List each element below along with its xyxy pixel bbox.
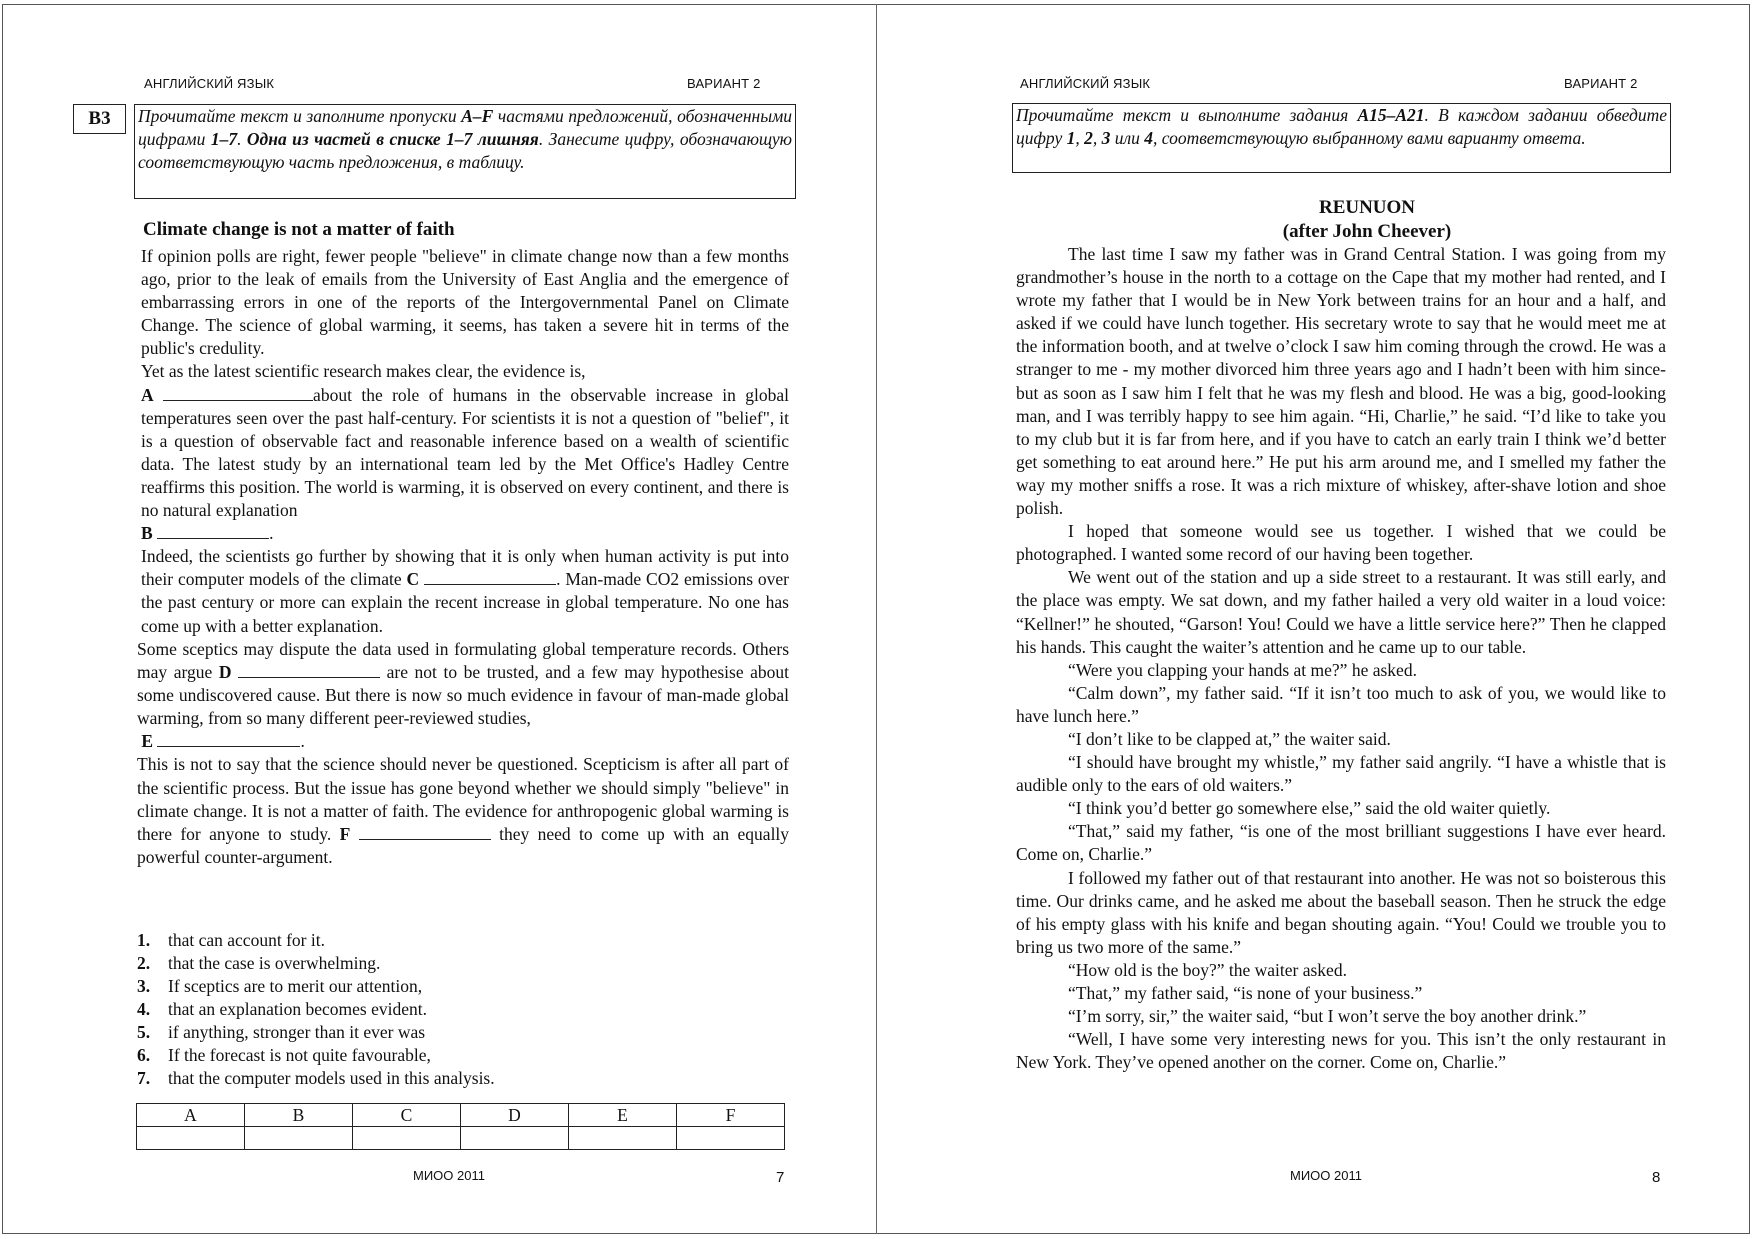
option-item: 3. If sceptics are to merit our attention, <box>137 976 423 996</box>
gap-d-label: D <box>218 662 232 683</box>
story-title: REUNUON <box>1318 197 1416 218</box>
task-instruction: Прочитайте текст и заполните пропуски A–F частями предложений, обозначенными цифрами 1–7. Одна из частей в списке 1–7 лишняя. Занесите цифру, обозначающую соответствующую часть предложения, в таблицу. <box>134 104 796 199</box>
footer-publisher: МИОО 2011 <box>413 1168 485 1183</box>
gap-f-label: F <box>339 823 351 844</box>
task-badge: B3 <box>73 104 126 134</box>
header-variant: ВАРИАНТ 2 <box>1564 76 1638 91</box>
option-item: 2. that the case is overwhelming. <box>137 953 381 973</box>
story-paragraph: “Were you clapping your hands at me?” he asked. <box>1068 659 1417 680</box>
article-title-block <box>143 218 789 241</box>
article-paragraph-2: Yet as the latest scientific research makes clear, the evidence is, A about the role of humans in the observable increase in global temperatures seen over the past half-century. For scientists it is not a question of "belief", it is a question of observable fact and reasonable inference based on a wealth of scientific data. The latest study by an international team led by the Met Office's Hadley Centre reaffirms this position. The world is warming, it is observed on every continent, and there is no natural explanation B . <box>141 361 790 544</box>
answer-table-input-row <box>137 1127 785 1150</box>
option-item: 1. that can account for it. <box>137 930 325 950</box>
option-item: 4. that an explanation becomes evident. <box>137 999 428 1019</box>
answer-table <box>136 1103 785 1150</box>
article-body-2 <box>137 638 789 869</box>
article-paragraph-5: This is not to say that the science should never be questioned. Scepticism is after all part of the scientific process. But the issue has gone beyond whether we should simply "believe" in climate change. It is not a matter of faith. The evidence for anthropogenic global warming is there for anyone to study. F they need to come up with an equally powerful counter-argument. <box>137 754 790 867</box>
left-page <box>0 0 876 1239</box>
header-variant: ВАРИАНТ 2 <box>687 76 761 91</box>
answer-table-header-row <box>137 1104 785 1127</box>
header-subject: АНГЛИЙСКИЙ ЯЗЫК <box>144 76 275 91</box>
gap-a-label: A <box>141 384 154 405</box>
answer-header-b: B <box>245 1104 353 1127</box>
answer-header-e: E <box>569 1104 677 1127</box>
story-paragraph: “Well, I have some very interesting news for you. This isn’t the only restaurant in New York. They’ve opened another on the corner. Come on, Charlie.” <box>1016 1029 1666 1073</box>
gap-a-blank <box>163 384 313 401</box>
story-paragraph: “I’m sorry, sir,” the waiter said, “but I won’t serve the boy another drink.” <box>1068 1006 1587 1027</box>
article-paragraph-4: Some sceptics may dispute the data used in formulating global temperature records. Others may argue D are not to be trusted, and a few may hypothesise about some undiscovered cause. But there is now so much evidence in favour of man-made global warming, from so many different peer-reviewed studies, E . <box>137 639 790 752</box>
story-paragraph: I hoped that someone would see us together. I wished that we could be photographed. I wanted some record of our having been together. <box>1016 521 1666 565</box>
story-paragraph: “That,” my father said, “is none of your business.” <box>1068 983 1423 1003</box>
story-paragraph: “I think you’d better go somewhere else,” said the old waiter quietly. <box>1068 798 1551 819</box>
story-paragraph: “I don’t like to be clapped at,” the waiter said. <box>1068 728 1391 749</box>
answer-header-a: A <box>137 1104 245 1127</box>
story-paragraph: We went out of the station and up a side street to a restaurant. It was still early, and the place was empty. We sat down, and my father hailed a very old waiter in a loud voice: “Kellner!” he shouted, “Garson! You! Could we have a little service here?” Then he clapped his hands. This caught the waiter’s attention and he came up to our table. <box>1016 567 1666 657</box>
page-number: 8 <box>1652 1169 1661 1186</box>
header-subject: АНГЛИЙСКИЙ ЯЗЫК <box>1020 76 1151 91</box>
story-paragraph: “I should have brought my whistle,” my father said angrily. “I have a whistle that is audible only to the ears of old waiters.” <box>1016 752 1666 796</box>
gap-d-blank <box>238 661 380 678</box>
gap-f-blank <box>359 823 491 840</box>
option-item: 6. If the forecast is not quite favourable, <box>137 1045 431 1065</box>
story-paragraph: The last time I saw my father was in Grand Central Station. I was going from my grandmother’s house in the north to a cottage on the Cape that my mother had rented, and I wrote my father that I would be in New York between trains for an hour and a half, and asked if we could have lunch together. His secretary wrote to say that he would meet me at the information booth, and at twelve o’clock I saw him coming through the crowd. He was a stranger to me - my mother divorced him three years ago and I hadn’t been with him since-but as soon as I saw him I felt that he was my flesh and blood. He was a big, good-looking man, and I was terribly happy to see him again. “Hi, Charlie,” he said. “I’d like to take you to my club but it is far from here, and if you have to catch an early train I think we’d better get something to eat around here.” He put his arm around me, and I smelled my father the way my mother sniffs a rose. It was a rich mixture of whiskey, after-shave lotion and shoe polish. <box>1016 244 1666 519</box>
story-subtitle: (after John Cheever) <box>1282 221 1452 242</box>
answer-cell-a[interactable] <box>137 1127 245 1150</box>
answer-cell-c[interactable] <box>353 1127 461 1150</box>
answer-header-f: F <box>677 1104 785 1127</box>
answer-cell-d[interactable] <box>461 1127 569 1150</box>
article-body <box>141 245 789 638</box>
gap-e-blank <box>157 730 300 747</box>
story-paragraph: “How old is the boy?” the waiter asked. <box>1068 959 1347 980</box>
article-paragraph-1: If opinion polls are right, fewer people "believe" in climate change now than a few months ago, prior to the leak of emails from the University of East Anglia and the emergence of embarrassing errors in one of the reports of the Intergovernmental Panel on Climate Change. The science of global warming, it seems, has taken a severe hit in terms of the public's credulity. <box>141 246 789 359</box>
article-title: Climate change is not a matter of faith <box>143 219 455 240</box>
story-title-block <box>1007 196 1727 244</box>
page-number: 7 <box>776 1169 785 1186</box>
story-paragraph: I followed my father out of that restaurant into another. He was not so boisterous this time. Our drinks came, and he asked me about the baseball season. Then he struck the edge of his empty glass with his knife and began shouting again. “You! Could we trouble you to bring us two more of the same.” <box>1016 867 1666 957</box>
story-paragraph: “That,” said my father, “is one of the most brilliant suggestions I have ever heard. Come on, Charlie.” <box>1016 821 1666 865</box>
answer-cell-f[interactable] <box>677 1127 785 1150</box>
answer-header-c: C <box>353 1104 461 1127</box>
options-list <box>137 929 495 1090</box>
gap-b-blank <box>157 522 269 539</box>
answer-cell-b[interactable] <box>245 1127 353 1150</box>
gap-c-blank <box>424 568 556 585</box>
story-body <box>1016 243 1666 1074</box>
footer-publisher: МИОО 2011 <box>1290 1168 1362 1183</box>
answer-cell-e[interactable] <box>569 1127 677 1150</box>
story-paragraph: “Calm down”, my father said. “If it isn’t too much to ask of you, we would like to have lunch here.” <box>1016 682 1666 726</box>
article-paragraph-3: Indeed, the scientists go further by showing that it is only when human activity is put into their computer models of the climate C . Man-made CO2 emissions over the past century or more can explain the recent increase in global temperature. No one has come up with a better explanation. <box>141 546 790 636</box>
gap-e-label: E <box>141 731 154 752</box>
task-instruction: Прочитайте текст и выполните задания A15–A21. В каждом задании обведите цифру 1, 2, 3 или 4, соответствующую выбранному вами варианту ответа. <box>1012 103 1671 173</box>
option-item: 5. if anything, stronger than it ever was <box>137 1022 426 1042</box>
gap-b-label: B <box>141 523 153 544</box>
answer-header-d: D <box>461 1104 569 1127</box>
option-item: 7. that the computer models used in this analysis. <box>137 1068 495 1088</box>
gap-c-label: C <box>406 569 420 590</box>
